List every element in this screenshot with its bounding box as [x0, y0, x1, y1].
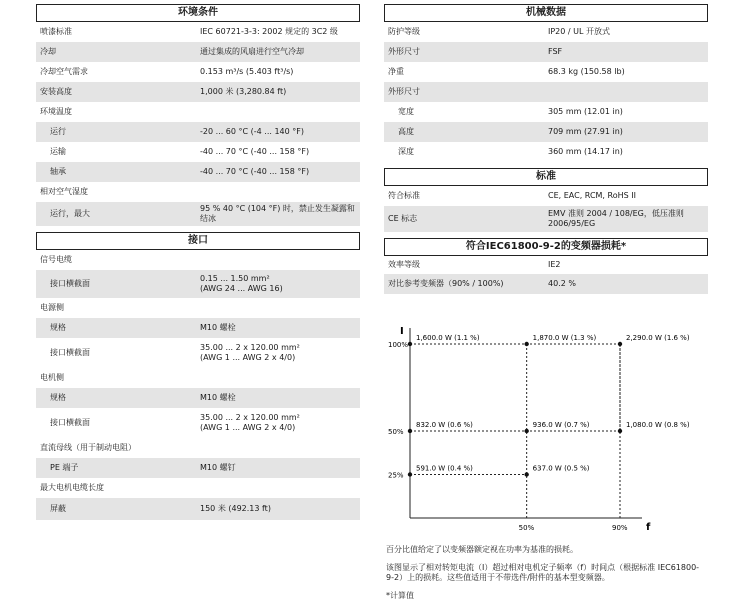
mechanical-row-label: 外形尺寸 — [388, 47, 420, 56]
environment-row-label: 喷漆标准 — [40, 27, 72, 36]
left-column — [36, 4, 360, 520]
x-tick-label: 90% — [612, 524, 628, 532]
interface-row — [36, 318, 360, 338]
data-point — [408, 472, 412, 476]
data-label: 1,870.0 W (1.3 %) — [532, 334, 597, 342]
interface-row — [36, 298, 360, 318]
mechanical-row-value: 68.3 kg (150.58 lb) — [548, 67, 625, 76]
interface-table — [36, 250, 360, 520]
data-point — [618, 429, 622, 433]
mechanical-row — [384, 142, 708, 162]
mechanical-row-value: 305 mm (12.01 in) — [548, 107, 623, 116]
mechanical-row-value: FSF — [548, 47, 563, 56]
environment-row-label: 轴承 — [50, 167, 66, 176]
environment-row-value: IEC 60721-3-3: 2002 规定的 3C2 级 — [200, 27, 338, 36]
losses-chart-svg — [384, 322, 708, 536]
mechanical-row — [384, 22, 708, 42]
environment-row-label: 运输 — [50, 147, 66, 156]
mechanical-row — [384, 122, 708, 142]
note-percent: 百分比值给定了以变频器额定视在功率为基准的损耗。 — [386, 545, 578, 554]
mechanical-row-label: 宽度 — [398, 107, 414, 116]
standards-table — [384, 186, 708, 232]
interface-row-value: 35.00 ... 2 x 120.00 mm² (AWG 1 ... AWG 2 x 4/0) — [200, 413, 300, 432]
environment-row-label: 相对空气湿度 — [40, 187, 88, 196]
data-label: 637.0 W (0.5 %) — [532, 464, 590, 473]
data-point — [524, 429, 528, 433]
mechanical-row — [384, 62, 708, 82]
interface-row — [36, 498, 360, 520]
interface-row — [36, 368, 360, 388]
mechanical-row — [384, 102, 708, 122]
environment-row — [36, 42, 360, 62]
environment-row-value: 0.153 m³/s (5.403 ft³/s) — [200, 67, 294, 76]
interface-row — [36, 478, 360, 498]
interface-row-label: PE 端子 — [50, 463, 79, 472]
y-axis-label: I — [400, 326, 404, 337]
data-label: 1,080.0 W (0.8 %) — [626, 421, 690, 429]
mechanical-row-value: IP20 / UL 开放式 — [548, 27, 610, 36]
environment-row — [36, 122, 360, 142]
interface-row-label: 屏蔽 — [50, 504, 66, 513]
standards-row-label: 符合标准 — [388, 191, 420, 200]
standards-header: 标准 — [384, 168, 708, 186]
interface-row — [36, 408, 360, 438]
data-label: 832.0 W (0.6 %) — [416, 421, 473, 429]
y-tick-label: 50% — [388, 428, 404, 436]
environment-row-value: -40 ... 70 °C (-40 ... 158 °F) — [200, 167, 310, 176]
mechanical-row — [384, 82, 708, 102]
data-point — [524, 342, 528, 346]
standards-row-value: CE, EAC, RCM, RoHS II — [548, 191, 636, 200]
interface-row-value: M10 螺栓 — [200, 323, 236, 332]
mechanical-row — [384, 42, 708, 62]
losses-row-value: 40.2 % — [548, 279, 576, 288]
data-label: 591.0 W (0.4 %) — [416, 464, 473, 473]
interface-row-label: 规格 — [50, 393, 66, 402]
environment-row-label: 冷却 — [40, 47, 56, 56]
right-column — [384, 4, 708, 294]
data-point — [408, 429, 412, 433]
environment-row — [36, 102, 360, 122]
notes — [386, 545, 706, 609]
mechanical-row-label: 外形尺寸 — [388, 87, 420, 96]
interface-row — [36, 438, 360, 458]
environment-row — [36, 22, 360, 42]
interface-row-value: 150 米 (492.13 ft) — [200, 504, 271, 513]
data-point — [618, 342, 622, 346]
standards-row-label: CE 标志 — [388, 214, 418, 223]
environment-row-value: 1,000 米 (3,280.84 ft) — [200, 87, 287, 96]
data-point — [524, 472, 528, 476]
interface-row — [36, 270, 360, 298]
y-tick-label: 100% — [388, 341, 409, 349]
mechanical-header: 机械数据 — [384, 4, 708, 22]
environment-row-label: 运行 — [50, 127, 66, 136]
environment-row — [36, 202, 360, 226]
data-label: 1,600.0 W (1.1 %) — [416, 334, 480, 342]
data-point — [408, 342, 412, 346]
interface-row-label: 接口横截面 — [50, 348, 90, 357]
interface-row-label: 最大电机电缆长度 — [40, 483, 104, 492]
losses-table — [384, 256, 708, 294]
interface-row-value: M10 螺钉 — [200, 463, 236, 472]
data-label: 2,290.0 W (1.6 %) — [626, 334, 690, 342]
mechanical-row-value: 360 mm (14.17 in) — [548, 147, 623, 156]
standards-row — [384, 186, 708, 206]
interface-row — [36, 250, 360, 270]
interface-row-label: 电源侧 — [40, 303, 64, 312]
standards-row — [384, 206, 708, 232]
x-axis-label: f — [646, 522, 651, 533]
losses-row-label: 效率等级 — [388, 260, 420, 269]
interface-row-label: 电机侧 — [40, 373, 64, 382]
interface-row-label: 接口横截面 — [50, 279, 90, 288]
interface-row-value: M10 螺栓 — [200, 393, 236, 402]
data-label: 936.0 W (0.7 %) — [532, 421, 590, 429]
environment-row — [36, 142, 360, 162]
y-tick-label: 25% — [388, 471, 404, 480]
environment-header: 环境条件 — [36, 4, 360, 22]
losses-header: 符合IEC61800-9-2的变频器损耗* — [384, 238, 708, 256]
losses-chart — [384, 322, 708, 536]
interface-row-value: 35.00 ... 2 x 120.00 mm² (AWG 1 ... AWG 2 x 4/0) — [200, 343, 300, 362]
interface-row-label: 规格 — [50, 323, 66, 332]
environment-row-label: 安装高度 — [40, 87, 72, 96]
losses-row-value: IE2 — [548, 260, 561, 269]
environment-row-label: 冷却空气需求 — [40, 67, 88, 76]
interface-row-value: 0.15 ... 1.50 mm² (AWG 24 ... AWG 16) — [200, 274, 283, 293]
mechanical-row-label: 高度 — [398, 127, 414, 136]
note-chart: 该图显示了相对转矩电流（I）超过相对电机定子频率（f）时间点（根据标准 IEC61800-9-2）上的损耗。这些值适用于不带选件/附件的基本型变频器。 — [386, 563, 700, 582]
environment-row — [36, 62, 360, 82]
environment-table — [36, 22, 360, 226]
mechanical-row-value: 709 mm (27.91 in) — [548, 127, 623, 136]
losses-row — [384, 274, 708, 294]
environment-row — [36, 82, 360, 102]
mechanical-table — [384, 22, 708, 162]
environment-row-value: -20 ... 60 °C (-4 ... 140 °F) — [200, 127, 304, 136]
interface-row-label: 信号电缆 — [40, 255, 72, 264]
interface-row-label: 直流母线（用于制动电阻） — [40, 443, 136, 452]
interface-header: 接口 — [36, 232, 360, 250]
environment-row-value: -40 ... 70 °C (-40 ... 158 °F) — [200, 147, 310, 156]
interface-row — [36, 388, 360, 408]
mechanical-row-label: 防护等级 — [388, 27, 420, 36]
standards-row-value: EMV 准则 2004 / 108/EG，低压准则 2006/95/EG — [548, 209, 684, 228]
mechanical-row-label: 深度 — [398, 147, 414, 156]
interface-row — [36, 338, 360, 368]
losses-row — [384, 256, 708, 274]
interface-row-label: 接口横截面 — [50, 418, 90, 427]
mechanical-row-label: 净重 — [388, 67, 404, 76]
environment-row-label: 环境温度 — [40, 107, 72, 116]
x-tick-label: 50% — [518, 524, 535, 532]
environment-row — [36, 182, 360, 202]
environment-row-value: 通过集成的风扇进行空气冷却 — [200, 47, 304, 56]
losses-row-label: 对比参考变频器（90% / 100%) — [388, 279, 504, 288]
interface-row — [36, 458, 360, 478]
note-calculated: *计算值 — [386, 591, 414, 600]
environment-row-label: 运行，最大 — [50, 209, 90, 218]
environment-row — [36, 162, 360, 182]
environment-row-value: 95 % 40 °C (104 °F) 时，禁止发生凝露和结冰 — [200, 204, 355, 223]
